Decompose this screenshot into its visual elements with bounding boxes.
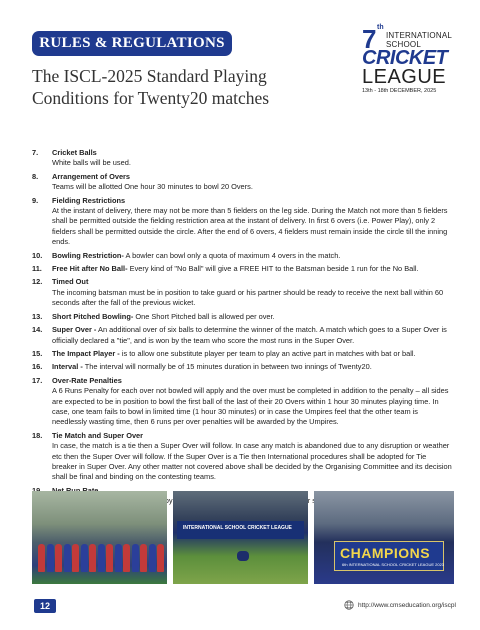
player-figure — [157, 544, 164, 572]
rule-title: Short Pitched Bowling- — [52, 311, 134, 321]
player-figure — [106, 544, 113, 572]
player-figure — [140, 544, 147, 572]
player-figure — [149, 544, 156, 572]
rule-number: 9. — [32, 195, 39, 205]
player-figure — [64, 544, 71, 572]
rule-inline-text: Every kind of "No Ball" will give a FREE HIT to the Batsman beside 1 run for the No Ball. — [129, 264, 419, 274]
logo-edition-suffix: th — [377, 24, 384, 31]
photo-strip — [32, 491, 454, 584]
page-heading — [32, 65, 332, 109]
rule-item — [32, 362, 452, 372]
rule-title: Fielding Restrictions — [52, 195, 126, 205]
rules-list — [32, 148, 452, 520]
champions-photo — [314, 491, 454, 584]
section-banner — [32, 31, 232, 56]
rule-number: 7. — [32, 148, 39, 157]
team-photo-1 — [32, 491, 167, 584]
champions-text: CHAMPIONS — [340, 545, 431, 561]
rule-body: by — [164, 496, 173, 506]
rule-inline-text: The interval will normally be of 15 minutes duration in between two innings of Twenty20. — [84, 362, 372, 372]
rule-number: 13. — [32, 311, 43, 321]
rule-item — [32, 264, 452, 274]
rule-body: Teams will be allotted One hour 30 minutes to bowl 20 Overs. — [52, 182, 253, 192]
heading-line-2: Conditions for Twenty20 matches — [32, 88, 270, 108]
rule-number: 14. — [32, 325, 43, 335]
league-logo — [362, 22, 462, 92]
champions-subtext: 6th INTERNATIONAL SCHOOL CRICKET LEAGUE 2023 — [342, 562, 445, 567]
rule-title: Timed Out — [52, 277, 89, 287]
player-figure — [55, 544, 62, 572]
fielder-figure — [237, 551, 249, 561]
logo-line-school: SCHOOL — [386, 40, 421, 49]
rule-inline-text: A bowler can bowl only a quota of maximum 4 overs in the match. — [125, 250, 341, 260]
rule-inline-text: is to allow one substitute player per team to play an active part in matches with bat or ball. — [121, 348, 416, 358]
rule-inline-text: One Short Pitched ball is allowed per over. — [135, 311, 275, 321]
logo-line-cricket: CRICKET — [362, 47, 448, 69]
rule-body: The incoming batsman must be in position to take guard or his partner should be ready to receive the next ball within 60 seconds after the fall of the previous wicket. — [52, 287, 444, 308]
player-figure — [98, 544, 105, 572]
logo-line-league: LEAGUE — [362, 66, 447, 88]
footer-url-text: http://www.cmseducation.org/iscpl — [358, 601, 456, 609]
logo-dates: 13th - 18th DECEMBER, 2025 — [362, 88, 437, 94]
sponsor-board-text: INTERNATIONAL SCHOOL CRICKET LEAGUE — [183, 525, 292, 531]
rule-item — [32, 172, 452, 193]
rule-title: Arrangement of Overs — [52, 171, 131, 181]
player-figure — [123, 544, 130, 572]
rule-body: White balls will be used. — [52, 158, 131, 168]
rule-title: Bowling Restriction- — [52, 250, 124, 260]
rule-item — [32, 251, 452, 261]
footer-link[interactable] — [344, 600, 456, 610]
rule-body: In case, the match is a tie then a Super Over will follow. In case any match is abandoned due to any disruption or weather etc then the Super Over will follow. If the Super Over is a Tie then International procedures shall be adopted for Tie breaker in Super Over. Any other matter not covered above shall be decided by the Organising Committee and its decision shall be final and binding on the contesting teams. — [52, 441, 452, 482]
rule-number: 17. — [32, 375, 43, 385]
rule-title: The Impact Player - — [52, 348, 120, 358]
heading-line-1: The ISCL-2025 Standard Playing — [32, 66, 267, 86]
rule-number: 16. — [32, 362, 43, 372]
player-figure — [115, 544, 122, 572]
rule-item — [32, 148, 452, 169]
rule-title: Over-Rate Penalties — [52, 375, 122, 385]
rule-body: At the instant of delivery, there may not be more than 5 fielders on the leg side. During the Match not more than 5 fielders shall be permitted outside the fielding restriction area at the instant of delivery. In first 6 overs (i.e. Power Play), only 2 fielders shall be permitted outside the circle. After the end of 6 overs, 4 fielders must remain inside the circle till the inning ends. — [52, 206, 448, 247]
globe-icon — [344, 600, 354, 610]
rule-number: 8. — [32, 171, 39, 181]
player-figure — [72, 544, 79, 572]
logo-edition-number: 7 — [362, 24, 377, 54]
rule-title: Free Hit after No Ball- — [52, 264, 128, 274]
player-figure — [38, 544, 45, 572]
player-figure — [47, 544, 54, 572]
rule-number: 11. — [32, 264, 42, 274]
rule-number: 10. — [32, 250, 43, 260]
rule-number: 18. — [32, 430, 43, 440]
rule-number: 15. — [32, 348, 43, 358]
rule-title: Tie Match and Super Over — [52, 430, 144, 440]
rule-item — [32, 277, 452, 308]
rule-item — [32, 325, 452, 346]
rule-item — [32, 312, 452, 322]
rule-number: 12. — [32, 277, 43, 287]
player-figure — [81, 544, 88, 572]
rule-title: Super Over - — [52, 325, 97, 335]
rule-item — [32, 431, 452, 483]
rule-item — [32, 376, 452, 428]
rule-item — [32, 196, 452, 248]
rule-item — [32, 349, 452, 359]
section-title: RULES & REGULATIONS — [39, 35, 225, 51]
player-figure — [132, 544, 139, 572]
logo-line-international: INTERNATIONAL — [386, 31, 453, 40]
rule-body: A 6 Runs Penalty for each over not bowled will apply and the over must be completed in addition to the penalty – all sides are expected to be in position to bowl the first ball of the last of their 20 Overs within 1 hour 30 minutes playing time. In case, one team fails to bowl in limited time (1 hour 30 minutes) or in case the Umpires feel that the other team is needlessly wasting time, then 6 runs per over penalties will be awarded by the Umpires. — [52, 386, 449, 427]
player-figure — [89, 544, 96, 572]
rule-title: Cricket Balls — [52, 148, 97, 157]
match-photo — [173, 491, 308, 584]
rule-title: Interval - — [52, 362, 83, 372]
rule-inline-text: An additional over of six balls to determine the winner of the match. A match which goes to a Super Over is officially declared a "tie", and is won by the team who score the most runs in the Super Over. — [52, 325, 447, 345]
page-number: 12 — [34, 599, 56, 613]
